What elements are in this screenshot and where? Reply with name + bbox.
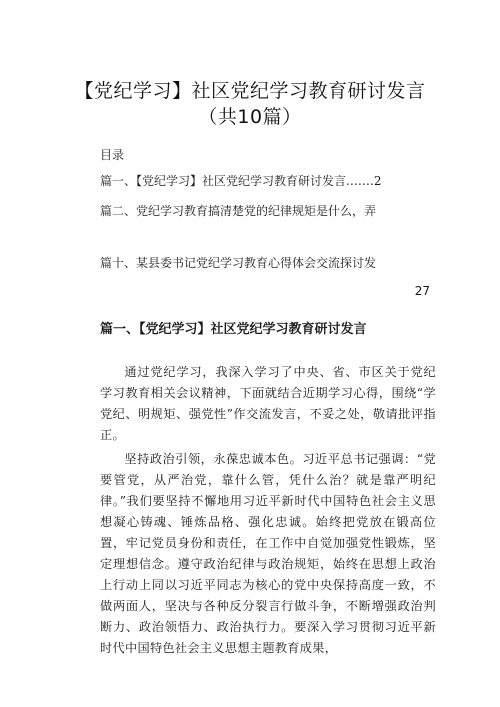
document-title: 【党纪学习】社区党纪学习教育研讨发言 <box>74 80 426 102</box>
paragraph: 通过党纪学习，我深入学习了中央、省、市区关于党纪学习教育相关会议精神，下面就结合近期学习心得，围绕“学党纪、明规矩、强党性”作交流发言，不妥之处，敬请批评指正。 <box>100 365 436 442</box>
toc-item[interactable]: 篇二、党纪学习教育搞清楚党的纪律规矩是什么，弄 <box>100 204 377 218</box>
section-heading: 篇一、【党纪学习】社区党纪学习教育研讨发言 <box>100 322 367 337</box>
toc-page-number: 27 <box>414 284 430 298</box>
document-title-count: （共10篇） <box>198 106 302 128</box>
toc-item[interactable]: 篇十、某县委书记党纪学习教育心得体会交流探讨发 <box>100 256 377 270</box>
body-text <box>100 362 436 662</box>
paragraph: 坚持政治引领，永葆忠诚本色。习近平总书记强调：“党要管党，从严治党，靠什么管，凭什么治？就是靠严明纪律。”我们要坚持不懈地用习近平新时代中国特色社会主义思想凝心铸魂、锤炼品格、强化忠诚。始终把党放在锻高位置，牢记党员身份和责任，在工作中自觉加强党性锻炼，坚定理想信念。遵守政治纪律与政治规矩，始终在思想上政治上行动上同以习近平同志为核心的党中央保持高度一致，不做两面人，坚决与各种反分裂言行做斗争，不断增强政治判断力、政治领悟力、政治执行力。要深入学习贯彻习近平新时代中国特色社会主义思想主题教育成果， <box>100 452 436 655</box>
toc-item[interactable]: 篇一、【党纪学习】社区党纪学习教育研讨发言.……2 <box>100 174 382 188</box>
toc-heading: 目录 <box>100 148 125 162</box>
